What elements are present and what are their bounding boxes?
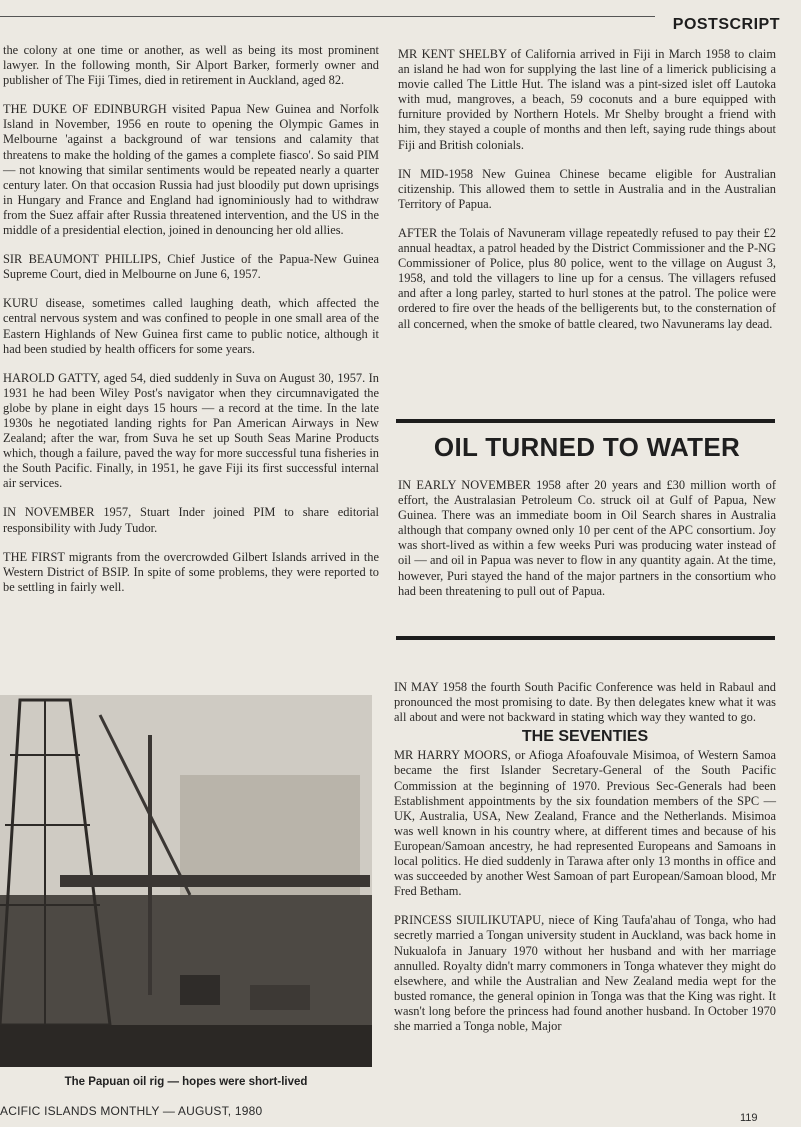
header-rule bbox=[0, 16, 655, 17]
right-para: IN MID-1958 New Guinea Chinese became eligible for Australian citizenship. This allowed them to settle in Australia and in the Australian Territory of Papua. bbox=[398, 166, 776, 211]
feature-rule-bottom bbox=[396, 636, 775, 640]
left-para: THE DUKE OF EDINBURGH visited Papua New Guinea and Norfolk Island in November, 1956 en route to opening the Olympic Games in Melbourne 'against a background of war tensions and calamity that threatens to make the holding of the games a complete fiasco'. So said PIM — not knowing that similar sentiments would be repeated nearly a quarter century later. On that occasion Russia had just bloodily put down uprisings in Hungary and France and England had ignominiously had to withdraw from the Suez affair after Russia threatened intervention, and the US in the middle of a presidential election, joined in denouncing her old allies. bbox=[3, 102, 379, 238]
oil-rig-photo bbox=[0, 695, 372, 1067]
feature-body: IN EARLY NOVEMBER 1958 after 20 years and £30 million worth of effort, the Australasian Petroleum Co. struck oil at Gulf of Papua, New Guinea. There was an immediate boom in Oil Search shares in Australia although that company owned only 10 per cent of the APC consortium. Joy was short-lived as within a few weeks Puri was producing water instead of oil — and oil in Papua was never to flow in any quantity again. At the time, however, Puri stayed the hand of the major partners in the consortium who had been threatening to pull out of Papua. bbox=[398, 478, 776, 598]
right-para: AFTER the Tolais of Navuneram village repeatedly refused to pay their £2 annual headtax, a patrol headed by the District Commissioner and the P-NG Commissioner of Police, plus 80 police, went to the village on August 3, 1958, and told the villagers to line up for a census. The villagers refused and after a long parley, started to hurl stones at the patrol. The police were ordered to fire over the heads of the belligerents but, to the consternation of all concerned, when the smoke of battle cleared, two Navunerams lay dead. bbox=[398, 225, 776, 331]
right-para: MR HARRY MOORS, or Afioga Afoafouvale Misimoa, of Western Samoa became the first Islander Secretary-General of the South Pacific Commission at the beginning of 1970. Previous Sec-Generals had been Establishment appointments by the six foundation members of the SPC — UK, Australia, USA, New Zealand, France and the Netherlands. Misimoa was well known in his country where, at different times and because of his European/Samoan ancestry, he had represented Europeans and Samoans in local politics. He died suddenly in Tarawa after only 13 months in office and was succeeded by another West Samoan of part European/Samoan blood, Mr Fred Betham. bbox=[394, 748, 776, 899]
feature-rule-top bbox=[396, 419, 775, 423]
intro-para: IN MAY 1958 the fourth South Pacific Conference was held in Rabaul and pronounced the most promising to date. By then delegates knew what it was all about and were not backward in stating which way they wanted to go. bbox=[394, 680, 776, 725]
right-para: MR KENT SHELBY of California arrived in Fiji in March 1958 to claim an island he had won for supplying the last line of a limerick publicising a movie called The Little Hut. The island was a pint-sized islet off Lautoka with mud, mangroves, a beach, 59 coconuts and a bure equipped with furniture provided by Northern Hotels. Mr Shelby brought a friend with him, they stayed a couple of months and then left, saying rude things about Fiji and British colonials. bbox=[398, 47, 776, 152]
left-para: SIR BEAUMONT PHILLIPS, Chief Justice of the Papua-New Guinea Supreme Court, died in Melbourne on June 6, 1957. bbox=[3, 252, 379, 282]
left-para: HAROLD GATTY, aged 54, died suddenly in Suva on August 30, 1957. In 1931 he had been Wiley Post's navigator when they circumnavigated the globe by plane in eight days 15 hours — a record at the time. In the late 1930s he negotiated landing rights for Pan American Airways in New Zealand; after the war, from Suva he set up South Seas Marine Products which, though a failure, paved the way for more successful tuna fisheries in the South Pacific. Finally, in 1951, he gave Fiji its first successful internal air services. bbox=[3, 370, 379, 491]
page-number: 119 bbox=[740, 1112, 758, 1124]
footer-publication: ACIFIC ISLANDS MONTHLY — AUGUST, 1980 bbox=[0, 1104, 263, 1118]
right-column-bottom bbox=[394, 680, 776, 1048]
seventies-subhead: THE SEVENTIES bbox=[521, 728, 649, 746]
feature-headline: OIL TURNED TO WATER bbox=[433, 432, 741, 462]
left-para: the colony at one time or another, as well as being its most prominent lawyer. In the following month, Sir Alport Barker, formerly owner and publisher of The Fiji Times, died in retirement in Auckland, aged 82. bbox=[3, 43, 379, 88]
oil-rig-illustration bbox=[0, 695, 372, 1067]
right-column-top bbox=[398, 47, 776, 346]
section-label: POSTSCRIPT bbox=[672, 16, 780, 33]
photo-caption: The Papuan oil rig — hopes were short-lived bbox=[64, 1076, 308, 1088]
left-para: KURU disease, sometimes called laughing death, which affected the central nervous system and was confined to people in one small area of the Eastern Highlands of New Guinea first came to public notice, although it had been studied by health officers for some years. bbox=[3, 296, 379, 356]
left-para: IN NOVEMBER 1957, Stuart Inder joined PIM to share editorial responsibility with Judy Tudor. bbox=[3, 505, 379, 535]
left-para: THE FIRST migrants from the overcrowded Gilbert Islands arrived in the Western District of BSIP. In spite of some problems, they were reported to be settling in fairly well. bbox=[3, 549, 379, 594]
right-para: PRINCESS SIUILIKUTAPU, niece of King Taufa'ahau of Tonga, who had secretly married a Tongan university student in Auckland, was back home in Nukualofa in January 1970 without her husband and with her marriage annulled. Royalty didn't marry commoners in Tonga whatever they might do elsewhere, and while the Australian and New Zealand media wept for the busted romance, the general opinion in Tonga was that the King was right. It wasn't long before the princess had found another husband. In October 1970 she married a Tonga noble, Major bbox=[394, 913, 776, 1033]
feature-body-column bbox=[398, 478, 776, 613]
left-column bbox=[3, 43, 379, 609]
